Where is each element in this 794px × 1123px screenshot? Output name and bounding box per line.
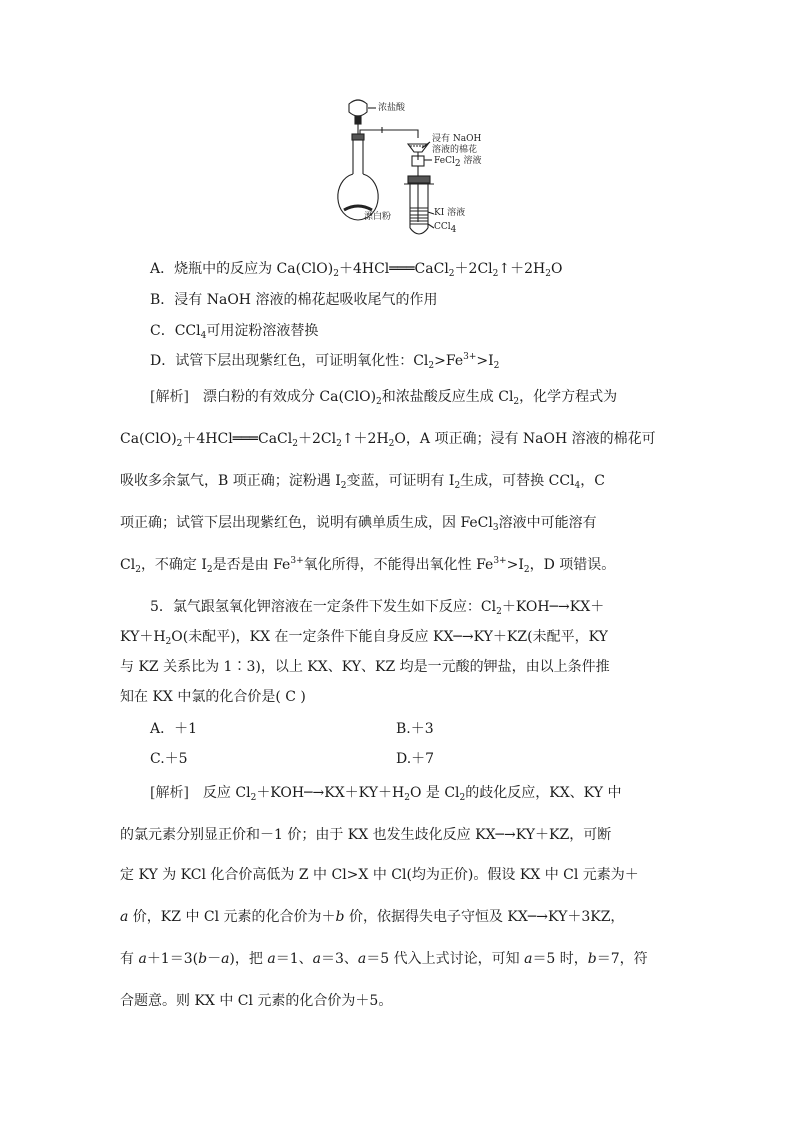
- q5-stem-line-4: 知在 KX 中氯的化合价是( C ): [120, 689, 306, 705]
- q5-stem-line-3: 与 KZ 关系比为 1∶3)，以上 KX、KY、KZ 均是一元酸的钾盐，由以上条件推: [120, 659, 610, 675]
- q4-analysis-line-3: 吸收多余氯气，B 项正确；淀粉遇 $I_2$变蓝，可证明有 $I_2$生成，可替换 CCl$_4$，C: [120, 473, 605, 491]
- q4-option-c: C．CCl$_4$可用淀粉溶液替换: [150, 323, 319, 341]
- q5-stem-line-2: $KY+H_2O$(未配平)，KX 在一定条件下能自身反应 KX─→KY＋KZ(未配平，KY: [120, 629, 608, 647]
- q5-analysis-line-3: 定 KY 为 KCl 化合价高低为 Z 中 Cl>X 中 Cl(均为正价)。假设 KX 中 Cl 元素为＋: [120, 867, 639, 883]
- q4-analysis-line-4: 项正确；试管下层出现紫红色，说明有碘单质生成，因 FeCl$_3$溶液中可能溶有: [120, 515, 597, 533]
- q5-analysis-line-5: 有 a＋1＝3(b－a)，把 a＝1、a＝3、a＝5 代入上式讨论，可知 a＝5 时，b＝7，符: [120, 951, 648, 967]
- analysis-tag: [解析]: [150, 389, 189, 405]
- q4-option-d: D．试管下层出现紫红色，可证明氧化性：$Cl_2>Fe^{3+}>I_2$: [150, 352, 500, 371]
- q5-option-d: D.＋7: [396, 751, 435, 767]
- test-tube: [410, 228, 428, 234]
- q5-option-a: A．＋1: [150, 721, 198, 737]
- q5-analysis-line-4: a 价，KZ 中 Cl 元素的化合价为＋b 价，依据得失电子守恒及 KX─→KY＋3KZ，: [120, 909, 625, 925]
- label-ki: KI 溶液: [434, 208, 466, 218]
- q5-option-c: C.＋5: [150, 751, 188, 767]
- label-bleach: 漂白粉: [364, 212, 392, 222]
- label-ccl4: CCl4: [434, 222, 457, 235]
- q4-analysis-line-2: $Ca(ClO)_2+4HCl═══CaCl_2+2Cl_2↑+2H_2O$，A 项正确；浸有 NaOH 溶液的棉花可: [120, 431, 656, 449]
- q4-analysis-line-5: $Cl_2$，不确定 $I_2$是否是由 $Fe^{3+}$氧化所得，不能得出氧化性 $Fe^{3+}>I_2$，D 项错误。: [120, 556, 616, 575]
- label-conc-hcl: 浓盐酸: [378, 103, 406, 113]
- label-fecl2: FeCl2 溶液: [434, 156, 482, 169]
- apparatus-figure: [322, 94, 492, 242]
- q4-option-b: B．浸有 NaOH 溶液的棉花起吸收尾气的作用: [150, 292, 438, 308]
- q5-analysis-line-6: 合题意。则 KX 中 Cl 元素的化合价为＋5。: [120, 993, 393, 1009]
- q5-analysis-line-1: [解析] 反应 $Cl_2+KOH─\to KX+KY+H_2O$ 是 $Cl_2$的歧化反应，KX、KY 中: [150, 785, 622, 803]
- flask-stopper: [352, 134, 364, 140]
- label-naoh-cotton-2: 溶液的棉花: [432, 145, 478, 155]
- q4-analysis-line-1: [解析] 漂白粉的有效成分 $Ca(ClO)_2$和浓盐酸反应生成 $Cl_2$，化学方程式为: [150, 389, 618, 407]
- q5-stem-line-1: 5．氯气跟氢氧化钾溶液在一定条件下发生如下反应：$Cl_2+KOH─\to KX+$: [150, 599, 605, 617]
- q5-option-b: B.＋3: [396, 721, 434, 737]
- test-tube-stopper: [408, 176, 430, 183]
- q4-option-a: A．烧瓶中的反应为 $Ca(ClO)_2+4HCl═══CaCl_2+2Cl_2↑+2H_2O$: [150, 261, 563, 279]
- q5-analysis-line-2: 的氯元素分别显正价和－1 价；由于 KX 也发生歧化反应 KX─→KY＋KZ，可断: [120, 827, 612, 843]
- analysis-tag: [解析]: [150, 785, 189, 801]
- label-naoh-cotton-1: 浸有 NaOH: [432, 134, 482, 144]
- separatory-funnel: [349, 100, 367, 116]
